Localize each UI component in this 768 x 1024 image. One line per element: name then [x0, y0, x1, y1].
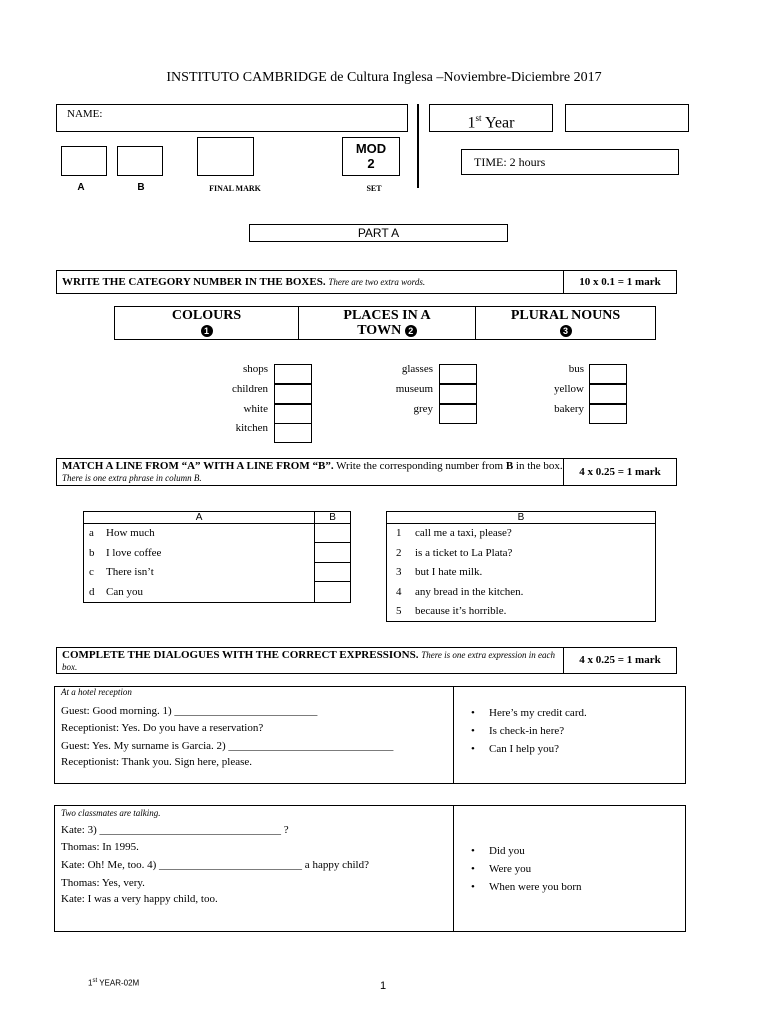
row-number: 5	[396, 605, 402, 618]
row-letter: a	[89, 527, 94, 540]
final-mark-box[interactable]	[197, 137, 254, 176]
word-item: museum	[395, 383, 433, 395]
page-number: 1	[380, 980, 387, 992]
option-item: • Did you	[489, 845, 525, 857]
option-item: • Can I help you?	[489, 743, 559, 755]
answer-cell[interactable]	[315, 524, 351, 543]
time-box	[461, 149, 679, 175]
col-b-header: B	[315, 512, 351, 524]
section2-instruction-italic: There is one extra phrase in column B.	[62, 473, 202, 483]
section3-marks-text: 4 x 0.25 = 1 mark	[579, 654, 661, 666]
mod-box	[342, 137, 400, 176]
score-box-a[interactable]	[61, 146, 107, 176]
year-word: Year	[484, 114, 515, 132]
answer-box[interactable]	[589, 384, 627, 404]
year-number: 1	[467, 114, 476, 132]
table-row	[387, 563, 656, 582]
dialogue-line: Thomas: In 1995.	[61, 841, 139, 853]
answer-box[interactable]	[589, 364, 627, 384]
year-empty-box[interactable]	[565, 104, 689, 132]
row-letter: d	[89, 585, 95, 598]
time-label: TIME: 2 hours	[474, 155, 546, 169]
answer-cell[interactable]	[315, 543, 351, 563]
answer-box[interactable]	[274, 404, 312, 424]
dialogue-line: Receptionist: Thank you. Sign here, please.	[61, 756, 253, 768]
row-number: 4	[396, 585, 402, 598]
dialogue-line: Kate: 3) _________________________________ ?	[61, 824, 289, 836]
answer-box[interactable]	[439, 364, 477, 384]
section2-instruction	[56, 458, 564, 486]
table-row	[84, 563, 351, 582]
year-box	[429, 104, 553, 132]
dialogue-2-options	[453, 805, 686, 932]
dialogue-1-box	[54, 686, 454, 784]
footer-code-rest: YEAR-02M	[97, 978, 140, 988]
section3-marks	[563, 647, 677, 674]
table-row	[387, 582, 656, 602]
category-places	[298, 306, 476, 340]
row-text: How much	[106, 527, 155, 540]
category-places-name2: TOWN	[357, 323, 402, 338]
dialogue-line: Thomas: Yes, very.	[61, 877, 145, 889]
section3-instruction-bold: COMPLETE THE DIALOGUES WITH THE CORRECT EXPRESSIONS.	[62, 649, 419, 661]
answer-cell[interactable]	[315, 563, 351, 582]
section1-marks	[563, 270, 677, 294]
table-row	[387, 524, 656, 543]
section2-instruction-text: Write the corresponding number from	[333, 460, 506, 472]
word-item: yellow	[554, 383, 584, 395]
footer-code	[88, 978, 139, 988]
row-text: is a ticket to La Plata?	[415, 546, 513, 559]
option-item: • Is check-in here?	[489, 725, 564, 737]
row-number: 2	[396, 546, 402, 559]
option-item: • When were you born	[489, 881, 582, 893]
answer-cell[interactable]	[315, 582, 351, 603]
label-a: A	[77, 182, 85, 193]
word-item: bus	[568, 363, 584, 375]
page-title: INSTITUTO CAMBRIDGE de Cultura Inglesa –Noviembre-Diciembre 2017	[166, 70, 602, 85]
answer-box[interactable]	[439, 404, 477, 424]
category-places-name: PLACES IN A	[343, 308, 431, 323]
row-text: Can you	[106, 585, 143, 598]
col-a-header: A	[84, 512, 315, 524]
dialogue-1-options	[453, 686, 686, 784]
word-item: shops	[242, 363, 268, 375]
mod-value: 2	[367, 156, 375, 171]
score-box-b[interactable]	[117, 146, 163, 176]
section1-instruction-italic: There are two extra words.	[328, 277, 426, 287]
answer-box[interactable]	[274, 423, 312, 443]
word-item: glasses	[401, 363, 433, 375]
name-field[interactable]	[56, 104, 408, 132]
category-colours	[114, 306, 299, 340]
row-text: but I hate milk.	[415, 566, 483, 578]
section1-instruction	[56, 270, 564, 294]
header-divider	[417, 104, 419, 188]
row-text: I love coffee	[106, 546, 162, 559]
dialogue-line: Guest: Good morning. 1) __________________________	[61, 705, 318, 717]
footer-code-num: 1	[88, 978, 93, 988]
answer-box[interactable]	[274, 384, 312, 404]
dialogue-2-heading: Two classmates are talking.	[61, 808, 161, 818]
section2-marks	[563, 458, 677, 486]
part-label-text: PART A	[357, 226, 400, 240]
section2-instruction-text2: in the box.	[513, 460, 563, 472]
col-b-phrases-header: B	[387, 512, 656, 524]
mod-label: MOD	[355, 141, 387, 156]
section3-instruction-italic: There is one extra expression in each box.	[62, 650, 556, 672]
row-letter: c	[89, 566, 94, 578]
table-row	[387, 602, 656, 622]
label-final-mark: FINAL MARK	[209, 184, 261, 193]
row-text: any bread in the kitchen.	[415, 585, 524, 598]
row-text: call me a taxi, please?	[415, 527, 512, 540]
section1-instruction-bold: WRITE THE CATEGORY NUMBER IN THE BOXES.	[62, 276, 326, 288]
row-number: 1	[396, 527, 402, 540]
section2-instruction-bold: MATCH A LINE FROM “A” WITH A LINE FROM “B”.	[62, 460, 334, 472]
word-item: grey	[413, 403, 433, 415]
table-row	[387, 543, 656, 563]
answer-box[interactable]	[439, 384, 477, 404]
name-label: NAME:	[67, 108, 103, 120]
dialogue-line: Receptionist: Yes. Do you have a reservation?	[61, 722, 264, 734]
dialogue-2-box	[54, 805, 454, 932]
footer-code-sup: st	[92, 978, 98, 984]
table-row	[84, 524, 351, 543]
dialogue-line: Guest: Yes. My surname is Garcia. 2) ______________________________	[61, 740, 394, 752]
category-colours-name: COLOURS	[171, 308, 242, 323]
part-label	[249, 224, 508, 242]
row-text: There isn’t	[106, 566, 154, 578]
year-suffix: st	[475, 113, 482, 123]
dialogue-line: Kate: I was a very happy child, too.	[61, 893, 218, 905]
row-text: because it’s horrible.	[415, 605, 507, 618]
match-table-a	[83, 511, 351, 603]
category-colours-number: 1	[201, 325, 213, 337]
section3-instruction	[56, 647, 564, 674]
dialogue-line: Kate: Oh! Me, too. 4) __________________________ a happy child?	[61, 859, 369, 871]
word-item: bakery	[554, 403, 584, 415]
word-item: kitchen	[235, 422, 268, 434]
answer-box[interactable]	[274, 364, 312, 384]
answer-box[interactable]	[589, 404, 627, 424]
option-item: • Were you	[489, 863, 531, 875]
option-item: • Here’s my credit card.	[489, 707, 587, 719]
section1-marks-text: 10 x 0.1 = 1 mark	[579, 276, 661, 288]
table-row	[84, 543, 351, 563]
section2-instruction-b: B	[505, 460, 514, 472]
word-item: white	[243, 403, 268, 415]
section2-marks-text: 4 x 0.25 = 1 mark	[579, 466, 661, 478]
row-number: 3	[396, 566, 402, 578]
dialogue-1-heading: At a hotel reception	[61, 687, 132, 697]
match-table-b	[386, 511, 656, 622]
category-plural-nouns	[475, 306, 656, 340]
word-item: children	[231, 383, 268, 395]
label-set: SET	[366, 184, 382, 193]
row-letter: b	[89, 546, 95, 559]
category-places-number: 2	[405, 325, 417, 337]
table-row	[84, 582, 351, 603]
label-b: B	[137, 182, 145, 193]
category-plural-nouns-number: 3	[560, 325, 572, 337]
category-plural-nouns-name: PLURAL NOUNS	[510, 308, 621, 323]
